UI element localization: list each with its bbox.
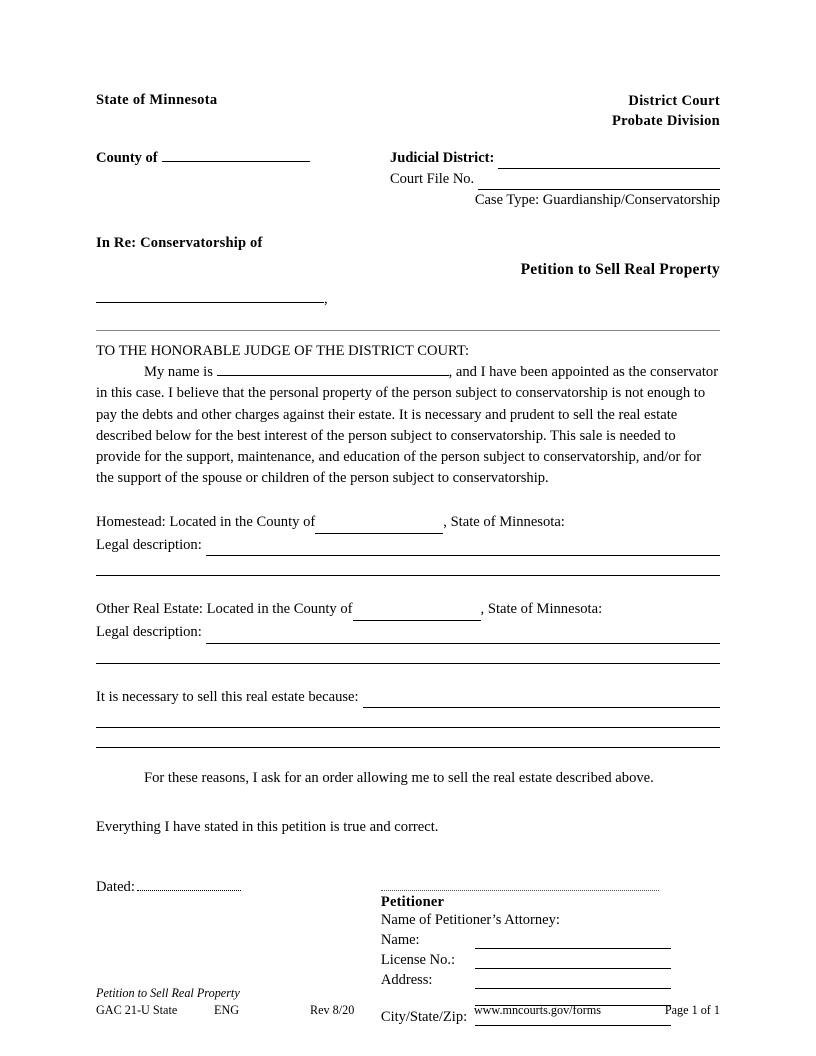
footer-language: ENG bbox=[214, 1003, 240, 1017]
dated-group bbox=[96, 876, 241, 896]
attorney-address-label: Address: bbox=[380, 972, 433, 989]
footer-website: www.mncourts.gov/forms bbox=[473, 1003, 601, 1017]
county-label: County of bbox=[96, 150, 158, 167]
reasons-paragraph bbox=[96, 770, 720, 787]
header-right bbox=[420, 92, 720, 131]
necessary-blank-2[interactable] bbox=[96, 714, 720, 728]
homestead-legal-row bbox=[96, 534, 720, 557]
header-divider bbox=[96, 330, 720, 331]
other-legal-row bbox=[96, 621, 720, 644]
main-paragraph-text: , and I have been appointed as the conservator in this case. I believe that the personal property of the person subject to conservatorship is not enough to pay the debts and other charges against their estate. It is necessary and prudent to sell the real estate described below for the best interest of the person subject to conservatorship. This sale is needed to provide for the support, maintenance, and education of the person subject to conservatorship, and/or for the support of the spouse or children of the person subject to conservatorship. bbox=[96, 364, 719, 487]
homestead-section bbox=[96, 511, 720, 576]
other-county-blank[interactable] bbox=[353, 607, 481, 621]
case-type-label: Case Type: Guardianship/Conservatorship bbox=[474, 192, 720, 209]
homestead-county-blank[interactable] bbox=[315, 520, 443, 534]
court-label: District Court bbox=[628, 93, 720, 109]
necessary-blank-1[interactable] bbox=[363, 694, 720, 708]
salutation: TO THE HONORABLE JUDGE OF THE DISTRICT COURT: bbox=[96, 343, 470, 360]
other-suffix: , State of Minnesota: bbox=[480, 601, 603, 618]
homestead-label: Homestead: Located in the County of bbox=[96, 514, 316, 531]
homestead-suffix: , State of Minnesota: bbox=[443, 514, 565, 531]
dated-label: Dated: bbox=[96, 879, 135, 896]
name-is-label: My name is bbox=[144, 364, 213, 381]
judicial-district-input-blank[interactable] bbox=[498, 155, 720, 169]
attorney-license-label: License No.: bbox=[380, 952, 455, 969]
attorney-field-row bbox=[381, 932, 671, 949]
judicial-district-row bbox=[390, 148, 720, 169]
in-re-label: In Re: Conservatorship of bbox=[96, 235, 263, 252]
other-real-estate-label: Other Real Estate: Located in the County of bbox=[96, 601, 353, 618]
necessary-blank-3[interactable] bbox=[96, 734, 720, 748]
other-real-estate-section bbox=[96, 598, 720, 663]
state-label: State of Minnesota bbox=[96, 92, 218, 108]
dated-input-blank[interactable] bbox=[137, 878, 241, 891]
case-info-fields bbox=[390, 148, 720, 211]
reasons-text: For these reasons, I ask for an order allowing me to sell the real estate described above. bbox=[144, 770, 654, 787]
other-county-row bbox=[96, 598, 720, 621]
other-legal-blank-2[interactable] bbox=[96, 650, 720, 664]
attorney-section-label: Name of Petitioner’s Attorney: bbox=[380, 912, 560, 929]
necessary-label: It is necessary to sell this real estate because: bbox=[96, 688, 359, 705]
other-legal-blank[interactable] bbox=[206, 630, 720, 644]
petitioner-name-blank[interactable] bbox=[217, 362, 449, 376]
judicial-district-label: Judicial District: bbox=[390, 150, 495, 167]
page-footer bbox=[96, 986, 720, 1018]
homestead-county-row bbox=[96, 511, 720, 534]
homestead-legal-label: Legal description: bbox=[96, 536, 202, 553]
footer-title: Petition to Sell Real Property bbox=[96, 986, 240, 1000]
signature-line[interactable] bbox=[381, 876, 659, 891]
document-header bbox=[96, 92, 720, 131]
necessary-section bbox=[96, 686, 720, 749]
attorney-name-blank[interactable] bbox=[475, 935, 671, 949]
footer-revision: Rev 8/20 bbox=[310, 1003, 355, 1017]
form-title: Petition to Sell Real Property bbox=[520, 261, 720, 279]
conservatorship-name-blank[interactable] bbox=[96, 289, 324, 303]
homestead-legal-blank[interactable] bbox=[206, 542, 720, 556]
footer-meta-row bbox=[96, 1003, 720, 1018]
court-file-label: Court File No. bbox=[390, 171, 475, 188]
court-file-input-blank[interactable] bbox=[478, 176, 720, 190]
header-left bbox=[96, 92, 396, 109]
attorney-license-blank[interactable] bbox=[475, 955, 671, 969]
main-paragraph bbox=[96, 362, 720, 489]
county-group bbox=[96, 148, 310, 167]
attorney-field-row bbox=[381, 952, 671, 969]
county-and-case-info bbox=[96, 148, 720, 211]
in-re-row bbox=[96, 235, 720, 279]
petitioner-label: Petitioner bbox=[380, 894, 445, 911]
other-legal-label: Legal description: bbox=[96, 624, 202, 641]
comma-separator: , bbox=[324, 291, 328, 308]
homestead-legal-blank-2[interactable] bbox=[96, 562, 720, 576]
truth-statement: Everything I have stated in this petition is true and correct. bbox=[96, 819, 439, 836]
footer-form-number: GAC 21-U State bbox=[96, 1003, 178, 1017]
conservatorship-name-row bbox=[96, 289, 720, 308]
attorney-name-label: Name: bbox=[380, 932, 420, 949]
footer-page-number: Page 1 of 1 bbox=[664, 1003, 720, 1017]
necessary-row bbox=[96, 686, 720, 709]
county-input-blank[interactable] bbox=[162, 148, 310, 162]
court-file-row bbox=[390, 169, 720, 190]
attorney-citystatezip-label: City/State/Zip: bbox=[380, 1009, 468, 1026]
division-label: Probate Division bbox=[611, 112, 720, 129]
